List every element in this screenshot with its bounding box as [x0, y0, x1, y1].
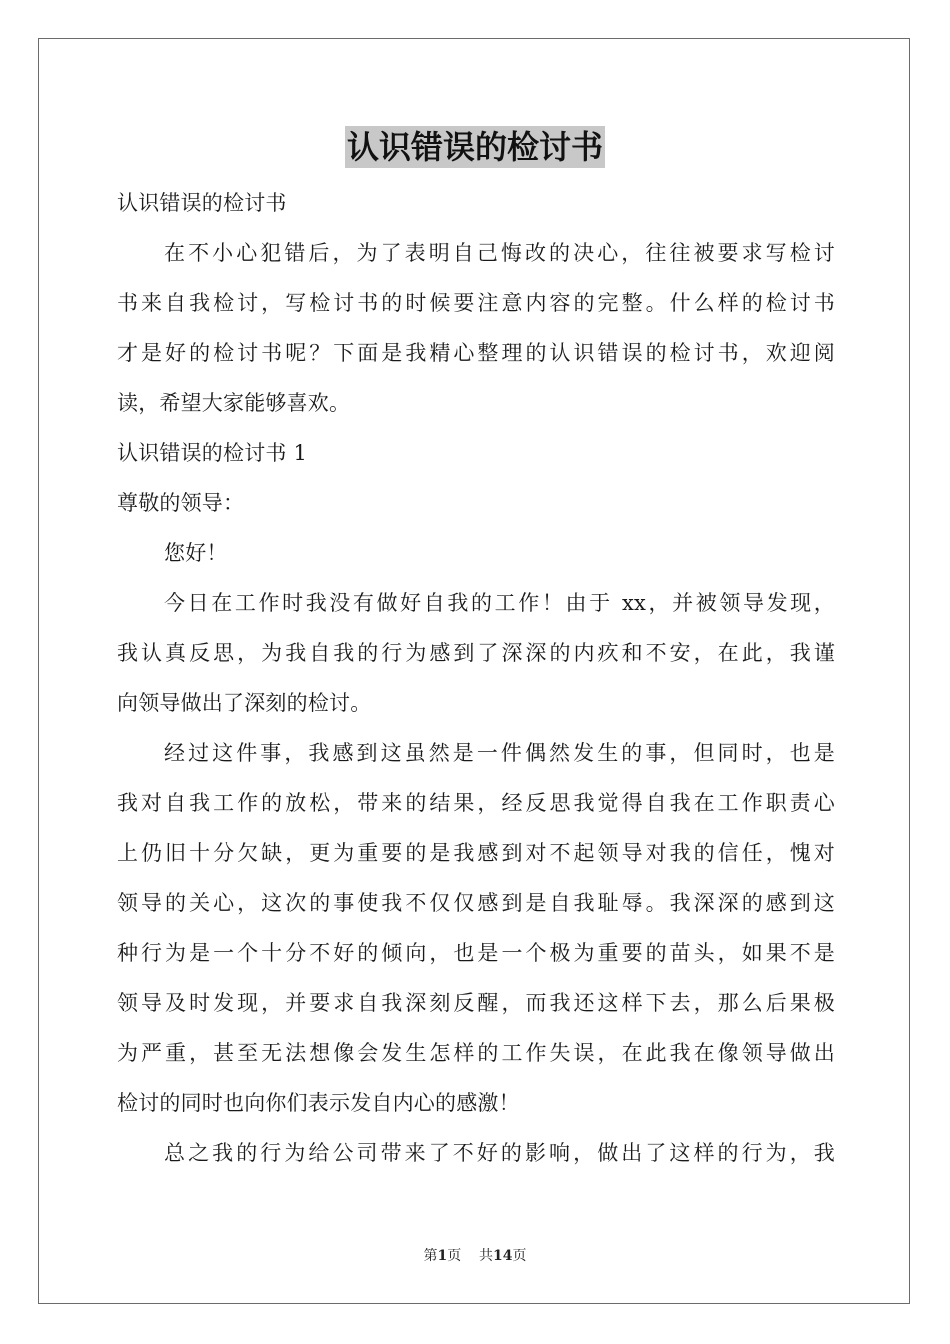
text-line: 您好！	[164, 541, 228, 565]
text-line: 在不小心犯错后，为了表明自己悔改的决心，往往被要求写检讨	[164, 241, 835, 265]
text-line: 尊敬的领导：	[117, 491, 245, 515]
text-line: 为严重，甚至无法想像会发生怎样的工作失误，在此我在像领导做出	[117, 1041, 835, 1065]
text-line: 才是好的检讨书呢？下面是我精心整理的认识错误的检讨书，欢迎阅	[117, 341, 835, 365]
text-line: 领导及时发现，并要求自我深刻反醒，而我还这样下去，那么后果极	[117, 991, 835, 1015]
text-line: 读，希望大家能够喜欢。	[117, 391, 351, 415]
text-line: 认识错误的检讨书 1	[117, 441, 308, 465]
document-body	[117, 178, 835, 1178]
page-label-prefix: 第	[423, 1248, 438, 1264]
text-line: 书来自我检讨，写检讨书的时候要注意内容的完整。什么样的检讨书	[117, 291, 835, 315]
total-label-prefix: 共	[479, 1248, 494, 1264]
current-page-number: 1	[437, 1248, 448, 1264]
page-label-suffix: 页	[447, 1248, 462, 1264]
page-footer	[0, 1246, 950, 1266]
text-line: 领导的关心，这次的事使我不仅仅感到是自我耻辱。我深深的感到这	[117, 891, 835, 915]
text-line: 种行为是一个十分不好的倾向，也是一个极为重要的苗头，如果不是	[117, 941, 835, 965]
text-line: 我认真反思，为我自我的行为感到了深深的内疚和不安，在此，我谨	[117, 641, 835, 665]
text-line: 总之我的行为给公司带来了不好的影响，做出了这样的行为，我	[164, 1141, 835, 1165]
document-title: 认识错误的检讨书	[346, 128, 603, 166]
text-line: 认识错误的检讨书	[117, 191, 287, 215]
text-line: 检讨的同时也向你们表示发自内心的感激！	[117, 1091, 520, 1115]
text-line: 我对自我工作的放松，带来的结果，经反思我觉得自我在工作职责心	[117, 791, 835, 815]
text-line: 向领导做出了深刻的检讨。	[117, 691, 372, 715]
text-line: 上仍旧十分欠缺，更为重要的是我感到对不起领导对我的信任，愧对	[117, 841, 835, 865]
total-page-count: 14	[493, 1248, 513, 1264]
text-line: 今日在工作时我没有做好自我的工作！由于 xx，并被领导发现，	[164, 591, 835, 615]
text-line: 经过这件事，我感到这虽然是一件偶然发生的事，但同时，也是	[164, 741, 835, 765]
title-container	[0, 126, 950, 168]
total-label-suffix: 页	[512, 1248, 527, 1264]
